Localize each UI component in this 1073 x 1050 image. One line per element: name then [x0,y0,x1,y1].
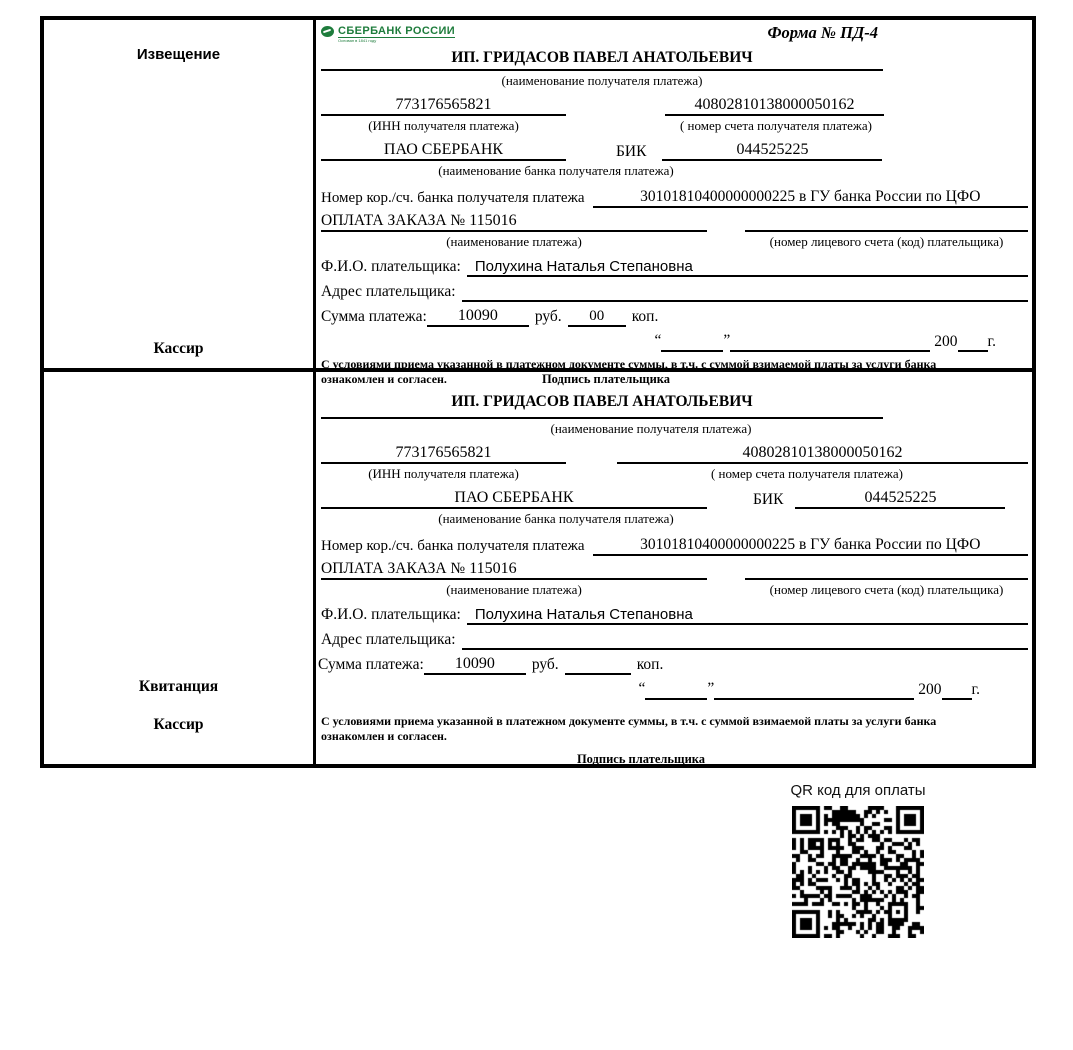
cashier-label: Кассир [153,716,204,733]
recipient-hint: (наименование получателя платежа) [550,421,752,436]
bank-name: ПАО СБЕРБАНК [321,489,707,509]
corr-account-value: 30101810400000000225 в ГУ банка России по ЦФО [593,536,1028,556]
payer-name: Полухина Наталья Степановна [467,606,1028,625]
quote-close: ” [723,332,731,349]
date-year-line [958,350,988,352]
form-code: Форма № ПД-4 [767,23,878,42]
corr-account-label: Номер кор./сч. банка получателя платежа [321,538,585,554]
qr-caption: QR код для оплаты [790,782,926,799]
section-title-notice: Извещение [136,46,221,63]
agreement-line1: С условиями приема указанной в платежном документе суммы, в т.ч. с суммой взимаемой платы за услуги банка [321,714,937,728]
payer-name: Полухина Наталья Степановна [467,258,1028,277]
agreement-text [321,714,1028,744]
account-hint: ( номер счета получателя платежа) [679,118,873,133]
amount-kop [565,673,631,675]
year-century: 200 [934,333,958,350]
personal-account-hint: (номер лицевого счета (код) плательщика) [769,582,1004,597]
qr-payment-block [763,782,953,943]
date-month-line [730,350,930,352]
receipt-left-column [44,372,316,764]
bik-value: 044525225 [795,489,1005,509]
order-label: ОПЛАТА ЗАКАЗА № [321,560,466,577]
payer-address-line [462,277,1028,302]
bank-name: ПАО СБЕРБАНК [321,141,566,161]
rub-label: руб. [531,656,559,673]
quote-open: “ [654,332,662,349]
recipient-account: 40802810138000050162 [665,96,884,116]
recipient-hint: (наименование получателя платежа) [501,73,703,88]
notice-form-area [316,20,1032,386]
quote-open: “ [638,680,646,697]
account-hint: ( номер счета получателя платежа) [710,466,904,481]
signature-label: Подпись плательщика [576,752,706,766]
signature-label: Подпись плательщика [541,372,671,386]
order-label: ОПЛАТА ЗАКАЗА № [321,212,466,229]
bik-label: БИК [616,143,647,160]
year-suffix: г. [987,333,996,350]
payer-address-label: Адрес плательщика: [321,283,456,300]
agreement-line2: ознакомлен и согласен. [321,372,447,386]
personal-account-line [745,208,1028,232]
corr-account-value: 30101810400000000225 в ГУ банка России по ЦФО [593,188,1028,208]
personal-account-line [745,556,1028,580]
amount-label: Сумма платежа: [321,308,427,325]
quote-close: ” [707,680,715,697]
bank-hint: (наименование банка получателя платежа) [438,163,674,178]
section-notice [44,20,1032,386]
section-receipt [44,368,1032,764]
payer-fio-label: Ф.И.О. плательщика: [321,258,461,275]
sberbank-tagline: Основан в 1841 году [338,38,377,43]
amount-rub: 10090 [427,307,529,327]
date-month-line [714,698,914,700]
payment-hint: (наименование платежа) [446,582,582,597]
recipient-account: 40802810138000050162 [617,444,1028,464]
amount-rub: 10090 [424,655,526,675]
year-century: 200 [918,681,942,698]
receipt-form-area [316,372,1032,764]
rub-label: руб. [534,308,562,325]
payment-purpose [321,212,707,232]
recipient-inn: 773176565821 [321,96,566,116]
amount-kop: 00 [568,308,626,327]
order-number: 115016 [469,560,517,577]
agreement-line2: ознакомлен и согласен. [321,729,447,743]
inn-hint: (ИНН получателя платежа) [368,118,519,133]
agreement-line1: С условиями приема указанной в платежном документе суммы, в т.ч. с суммой взимаемой платы за услуги банка [321,357,937,371]
inn-hint: (ИНН получателя платежа) [368,466,519,481]
bik-label: БИК [753,491,784,508]
order-number: 115016 [469,212,517,229]
payer-fio-label: Ф.И.О. плательщика: [321,606,461,623]
date-day-line [661,350,723,352]
pd4-form [40,16,1036,768]
sberbank-logo-text: СБЕРБАНК РОССИИ [338,25,456,37]
date-day-line [645,698,707,700]
amount-label: Сумма платежа: [318,656,424,673]
notice-left-column [44,20,316,368]
kop-label: коп. [636,656,664,673]
year-suffix: г. [971,681,980,698]
section-title-receipt: Квитанция [138,678,219,695]
payment-purpose [321,560,707,580]
date-year-line [942,698,972,700]
recipient-name: ИП. ГРИДАСОВ ПАВЕЛ АНАТОЛЬЕВИЧ [321,393,883,419]
qr-code-image [792,806,924,938]
bik-value: 044525225 [662,141,882,161]
bank-hint: (наименование банка получателя платежа) [438,511,674,526]
payer-address-line [462,625,1028,650]
kop-label: коп. [631,308,659,325]
recipient-name: ИП. ГРИДАСОВ ПАВЕЛ АНАТОЛЬЕВИЧ [321,49,883,71]
corr-account-label: Номер кор./сч. банка получателя платежа [321,190,585,206]
recipient-inn: 773176565821 [321,444,566,464]
logo-row [321,23,1028,49]
sberbank-emblem-icon [321,26,334,37]
payer-address-label: Адрес плательщика: [321,631,456,648]
personal-account-hint: (номер лицевого счета (код) плательщика) [769,234,1004,249]
cashier-label: Кассир [153,340,204,357]
sberbank-logo [321,23,455,43]
payment-hint: (наименование платежа) [446,234,582,249]
